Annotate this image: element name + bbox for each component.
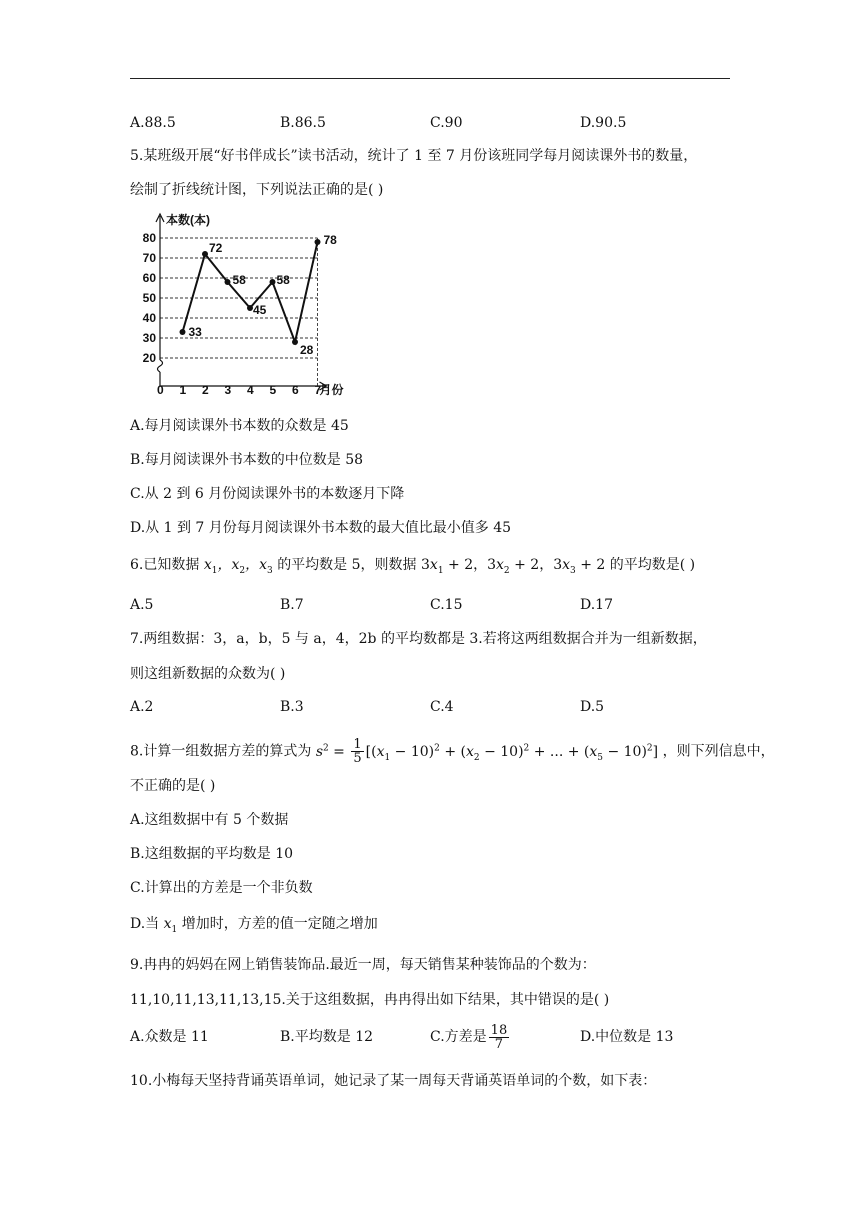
q9-option-c-prefix: C.方差是 xyxy=(430,1029,487,1045)
data-label-3: 58 xyxy=(232,273,246,287)
data-label-1: 33 xyxy=(188,325,202,339)
data-label-2: 72 xyxy=(209,241,223,255)
data-point-6 xyxy=(292,339,298,345)
data-point-2 xyxy=(202,251,208,257)
x-tick-label-3: 3 xyxy=(224,383,232,397)
q8-option-c: C.计算出的方差是一个非负数 xyxy=(130,880,313,896)
q6-prefix: 6.已知数据 xyxy=(130,557,200,573)
data-label-4: 45 xyxy=(253,303,267,317)
q6-end: 的平均数是( ) xyxy=(609,557,696,573)
q8-option-d-prefix: D.当 xyxy=(130,916,160,932)
q4-option-b: B.86.5 xyxy=(280,115,326,131)
q8-option-d-var: $x_1$ xyxy=(163,916,178,935)
q7-option-b: B.3 xyxy=(280,699,304,715)
q6-option-d: D.17 xyxy=(580,597,613,613)
q5-option-c: C.从 2 到 6 月份阅读课外书的本数逐月下降 xyxy=(130,486,405,502)
x-tick-label-2: 2 xyxy=(202,383,209,397)
y-tick-label-80: 80 xyxy=(142,231,156,245)
data-point-7 xyxy=(315,239,321,245)
q7-option-d: D.5 xyxy=(580,699,605,715)
q7-option-c: C.4 xyxy=(430,699,454,715)
q6-expr: $3x_1 + 2$，$3x_2 + 2$，$3x_3 + 2$ xyxy=(421,557,606,576)
y-tick-label-60: 60 xyxy=(142,271,156,285)
y-tick-label-40: 40 xyxy=(142,311,156,325)
q8-prefix: 8.计算一组数据方差的算式为 xyxy=(130,743,312,760)
y-tick-label-20: 20 xyxy=(142,351,156,365)
q9-option-c xyxy=(430,1019,511,1055)
data-point-1 xyxy=(180,329,186,335)
q6-stem xyxy=(130,555,695,581)
y-tick-label-50: 50 xyxy=(142,291,156,305)
q5-option-a: A.每月阅读课外书本数的众数是 45 xyxy=(130,418,349,434)
q5-option-b: B.每月阅读课外书本数的中位数是 58 xyxy=(130,452,364,468)
q7-stem-line1: 7.两组数据：3，a，b，5 与 a，4，2b 的平均数都是 3.若将这两组数据合并为一组新数据， xyxy=(130,631,707,647)
data-label-7: 78 xyxy=(323,233,337,247)
q8-suffix: ，则下列信息中， xyxy=(662,743,775,760)
q9-option-a: A.众数是 11 xyxy=(130,1029,209,1045)
q6-option-c: C.15 xyxy=(430,597,463,613)
q6-option-b: B.7 xyxy=(280,597,304,613)
q4-option-d: D.90.5 xyxy=(580,115,627,131)
q5-stem-line2: 绘制了折线统计图，下列说法正确的是( ) xyxy=(130,182,384,198)
q9-option-b: B.平均数是 12 xyxy=(280,1029,374,1045)
q7-stem-line2: 则这组新数据的众数为( ) xyxy=(130,666,286,682)
q9-stem-line1: 9.冉冉的妈妈在网上销售装饰品.最近一周，每天销售某种装饰品的个数为： xyxy=(130,957,596,973)
q6-option-a: A.5 xyxy=(130,597,154,613)
q10-stem-line1: 10.小梅每天坚持背诵英语单词，她记录了某一周每天背诵英语单词的个数，如下表： xyxy=(130,1073,657,1089)
q5-option-d: D.从 1 到 7 月份每月阅读课外书本数的最大值比最小值多 45 xyxy=(130,520,512,536)
x-tick-label-7: 7 xyxy=(314,383,322,397)
data-label-6: 28 xyxy=(300,343,314,357)
line-chart xyxy=(130,210,360,400)
y-tick-label-30: 30 xyxy=(142,331,156,345)
q9-stem-line2: 11,10,11,13,11,13,15.关于这组数据，冉冉得出如下结果，其中错误的是( ) xyxy=(130,992,610,1008)
y-tick-label-70: 70 xyxy=(142,251,156,265)
q9-option-d: D.中位数是 13 xyxy=(580,1029,674,1045)
x-tick-label-5: 5 xyxy=(269,383,277,397)
axis-break xyxy=(158,360,163,372)
q8-option-d xyxy=(130,914,378,940)
series-line xyxy=(183,242,318,342)
x-tick-label-4: 4 xyxy=(247,383,254,397)
q5-stem-line1: 5.某班级开展“好书伴成长”读书活动，统计了 1 至 7 月份该班同学每月阅读课外书的数量， xyxy=(130,148,698,164)
header-rule xyxy=(130,78,730,79)
x-tick-label-0: 0 xyxy=(157,383,164,397)
x-tick-label-6: 6 xyxy=(292,383,299,397)
q4-option-c: C.90 xyxy=(430,115,463,131)
q4-option-a: A.88.5 xyxy=(130,115,176,131)
q8-formula: $s^2$ = $\frac{1}{5}$ [$(x_1 - 10)^2 + (x_2 - 10)^2$ + ... + $(x_5 - 10)^2$] xyxy=(315,737,659,767)
q6-mid: 的平均数是 5，则数据 xyxy=(277,557,417,573)
q9-frac-num: 18 xyxy=(490,1022,508,1038)
q7-option-a: A.2 xyxy=(130,699,154,715)
q9-option-c-fraction xyxy=(489,1024,510,1051)
data-label-5: 58 xyxy=(276,273,290,287)
data-point-5 xyxy=(270,279,276,285)
q8-stem-line2: 不正确的是( ) xyxy=(130,778,216,794)
data-point-3 xyxy=(225,279,231,285)
x-tick-label-1: 1 xyxy=(179,383,187,397)
q8-stem xyxy=(130,733,775,772)
q8-option-d-suffix: 增加时，方差的值一定随之增加 xyxy=(181,916,378,932)
q8-option-b: B.这组数据的平均数是 10 xyxy=(130,846,294,862)
q9-frac-den: 7 xyxy=(494,1036,504,1052)
x-axis-title: 月份 xyxy=(319,383,344,397)
q8-option-a: A.这组数据中有 5 个数据 xyxy=(130,812,289,828)
y-axis-title: 本数(本) xyxy=(166,213,210,227)
q6-vars: $x_1$，$x_2$，$x_3$ xyxy=(203,557,273,576)
